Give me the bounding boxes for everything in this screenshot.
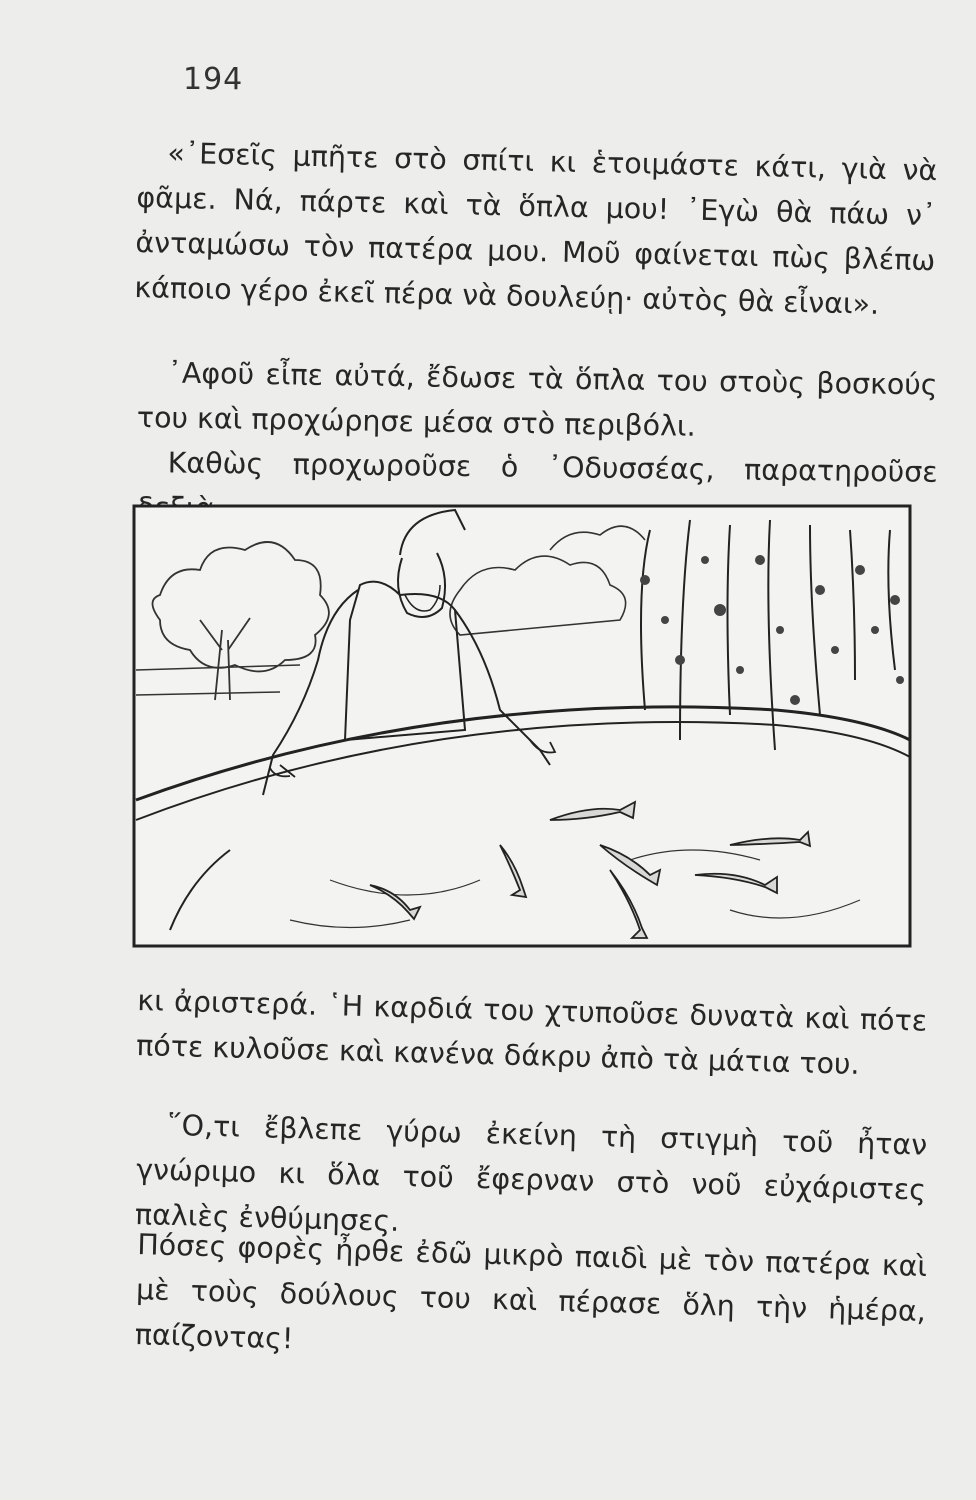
- paragraph-3: Καθὼς προχωροῦσε ὁ ᾿Οδυσσέας, παρατηροῦσε: [167, 446, 938, 489]
- pond-illustration: [130, 500, 916, 952]
- paragraph-2: ᾿Αφοῦ εἶπε αὐτά, ἔδωσε τὰ ὅπλα του στοὺς βοσκούς του καὶ προχώρησε μέσα στὸ περιβόλι.: [136, 356, 938, 443]
- paragraph-4: κι ἀριστερά. ῾Η καρδιά του χτυποῦσε δυνατὰ καὶ πότε πότε κυλοῦσε καὶ κανένα δάκρυ ἀπὸ τὰ μάτια του.: [135, 983, 928, 1081]
- paragraph-6: Πόσες φορὲς ἦρθε ἐδῶ μικρὸ παιδὶ μὲ τὸν πατέρα καὶ μὲ τοὺς δούλους του καὶ πέρασε ὅλη τὴν ἡμέρα, παίζοντας!: [134, 1227, 928, 1356]
- paragraph-1: «᾿Εσεῖς μπῆτε στὸ σπίτι κι ἑτοιμάστε κάτι, γιὰ νὰ φᾶμε. Νά, πάρτε καὶ τὰ ὅπλα μου! ᾿Εγὼ θὰ πάω ν᾿ ἀνταμώσω τὸν πατέρα μου. Μοῦ φαίνεται πὼς βλέπω κάποιο γέρο ἐκεῖ πέρα νὰ δουλεύῃ· αὐτὸς θὰ εἶναι».: [134, 136, 938, 321]
- page-number: 194: [183, 62, 244, 97]
- paragraph-5: ῞Ο,τι ἔβλεπε γύρω ἐκείνη τὴ στιγμὴ τοῦ ἦταν γνώριμο κι ὅλα τοῦ ἔφερναν στὸ νοῦ εὐχάριστες παλιὲς ἐνθύμησες.: [134, 1108, 928, 1238]
- fishpond-old-man-illustration-icon: [130, 500, 916, 952]
